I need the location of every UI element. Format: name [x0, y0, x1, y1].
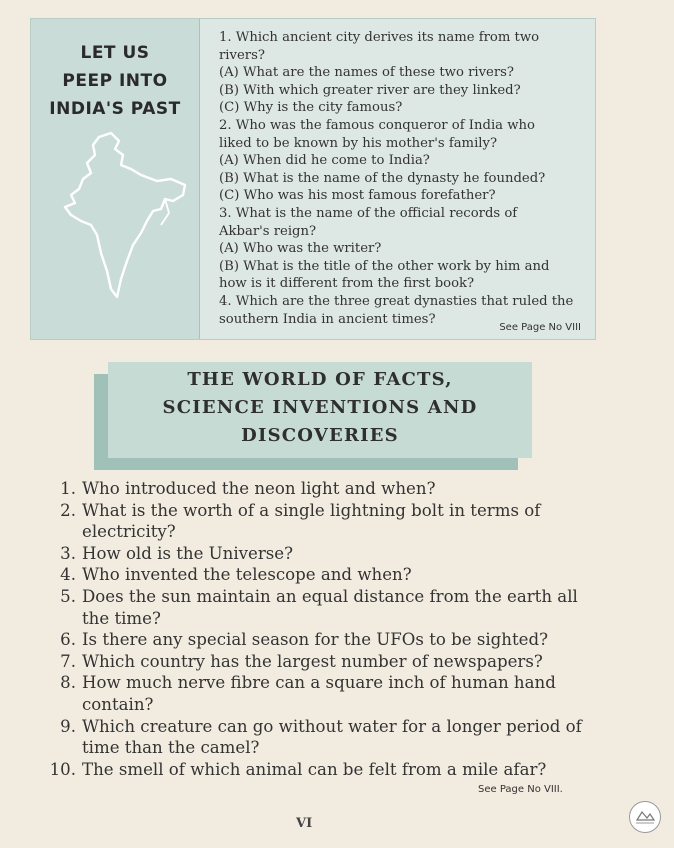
- facts-question-list: [36, 478, 584, 780]
- question-text: Does the sun maintain an equal distance from the earth all the time?: [82, 586, 578, 628]
- section-heading: [108, 366, 532, 450]
- quiz-line: (A) What are the names of these two rivers?: [219, 65, 514, 81]
- question-number: 7.: [60, 651, 76, 671]
- question-number: 4.: [60, 565, 76, 585]
- quiz-line: 2. Who was the famous conqueror of India who: [219, 117, 535, 133]
- list-item: [36, 586, 584, 629]
- list-item: [36, 500, 584, 543]
- question-number: 8.: [60, 673, 76, 693]
- question-number: 9.: [60, 716, 76, 736]
- title-line: LET US: [80, 43, 150, 63]
- list-item: [36, 759, 584, 781]
- quiz-line: how is it different from the first book?: [219, 276, 475, 292]
- title-line: PEEP INTO: [62, 71, 168, 91]
- heading-line: THE WORLD OF FACTS,: [187, 369, 453, 390]
- list-item: [36, 543, 584, 565]
- quiz-line: (B) With which greater river are they linked?: [219, 82, 521, 98]
- quiz-line: (B) What is the title of the other work by him and: [219, 258, 550, 274]
- quiz-line: (A) When did he come to India?: [219, 153, 430, 169]
- title-line: INDIA'S PAST: [49, 99, 181, 119]
- history-side-panel: [31, 19, 200, 339]
- question-text: Which creature can go without water for a longer period of time than the camel?: [82, 716, 582, 758]
- history-quiz-box: [30, 18, 596, 340]
- question-number: 2.: [60, 500, 76, 520]
- heading-line: DISCOVERIES: [241, 425, 399, 446]
- india-map-icon: [61, 129, 191, 304]
- quiz-line: (B) What is the name of the dynasty he founded?: [219, 170, 546, 186]
- history-questions: [219, 29, 587, 328]
- question-text: How old is the Universe?: [82, 543, 294, 563]
- question-text: Which country has the largest number of newspapers?: [82, 651, 543, 671]
- list-item: [36, 716, 584, 759]
- list-item: [36, 651, 584, 673]
- quiz-line: Akbar's reign?: [219, 223, 317, 239]
- question-number: 10.: [49, 759, 76, 779]
- quiz-line: (A) Who was the writer?: [219, 241, 382, 257]
- list-item: [36, 564, 584, 586]
- see-page-reference-bottom: See Page No VIII.: [478, 784, 563, 795]
- heading-line: SCIENCE INVENTIONS AND: [162, 397, 478, 418]
- page-number: VI: [296, 816, 313, 831]
- question-text: Who introduced the neon light and when?: [82, 479, 436, 498]
- quiz-line: (C) Why is the city famous?: [219, 100, 403, 116]
- question-text: How much nerve fibre can a square inch of human hand contain?: [82, 673, 556, 714]
- quiz-line: 3. What is the name of the official records of: [219, 205, 518, 221]
- history-quiz-title: [37, 39, 193, 123]
- question-number: 5.: [60, 586, 76, 606]
- list-item: [36, 672, 584, 715]
- question-number: 3.: [60, 543, 76, 563]
- question-text: What is the worth of a single lightning bolt in terms of electricity?: [82, 500, 541, 542]
- quiz-line: liked to be known by his mother's family?: [219, 135, 498, 151]
- quiz-line: rivers?: [219, 47, 265, 63]
- question-number: 6.: [60, 630, 76, 650]
- list-item: [36, 629, 584, 651]
- publisher-logo-icon: [628, 800, 662, 834]
- list-item: [36, 478, 584, 500]
- question-text: Is there any special season for the UFOs to be sighted?: [82, 630, 548, 650]
- quiz-line: southern India in ancient times?: [219, 311, 436, 327]
- see-page-reference: See Page No VIII: [499, 322, 581, 333]
- question-text: Who invented the telescope and when?: [82, 565, 412, 585]
- question-number: 1.: [60, 479, 76, 498]
- quiz-line: (C) Who was his most famous forefather?: [219, 188, 496, 204]
- quiz-line: 1. Which ancient city derives its name from two: [219, 30, 540, 45]
- section-heading-box: [108, 362, 532, 458]
- quiz-line: 4. Which are the three great dynasties that ruled the: [219, 293, 574, 309]
- question-text: The smell of which animal can be felt from a mile afar?: [82, 759, 547, 779]
